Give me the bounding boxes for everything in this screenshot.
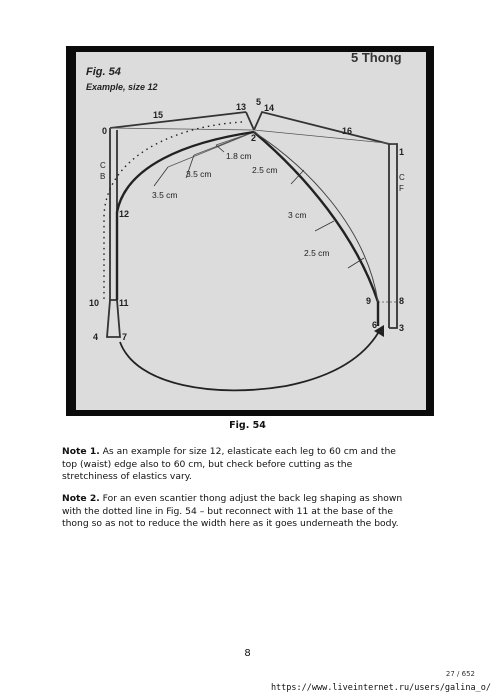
point-label-8: 8 — [399, 296, 405, 306]
figure-photo — [66, 46, 434, 416]
point-label-5: 5 — [256, 97, 262, 107]
point-label-2: 2 — [251, 133, 257, 143]
note-2-line-2: with the dotted line in Fig. 54 – but reconnect with 11 at the base of the — [62, 505, 394, 517]
point-label-7: 7 — [122, 332, 128, 342]
measurement-1-8: 1.8 cm — [226, 151, 252, 161]
point-label-14: 14 — [264, 103, 275, 113]
corner-text: 5 Thong — [351, 50, 402, 65]
pager: 27 / 652 — [445, 670, 475, 678]
point-label-1: 1 — [399, 147, 405, 157]
point-label-15: 15 — [153, 110, 164, 120]
figure-subtitle: Example, size 12 — [86, 82, 158, 92]
cf-label-c: C — [399, 173, 405, 182]
point-label-16: 16 — [342, 126, 353, 136]
measurement-2-5-a: 2.5 cm — [252, 165, 278, 175]
note-1 — [62, 446, 438, 484]
measurement-3-5-b: 3.5 cm — [152, 190, 178, 200]
page-number: 8 — [244, 648, 251, 659]
pattern-diagram — [66, 46, 434, 416]
point-label-11: 11 — [119, 298, 129, 308]
point-label-3: 3 — [399, 323, 405, 333]
note-2 — [62, 493, 438, 531]
point-label-13: 13 — [236, 102, 247, 112]
note-2-line-3: thong so as not to reduce the width here as it goes underneath the body. — [62, 518, 399, 530]
point-label-0: 0 — [102, 126, 108, 136]
point-label-4: 4 — [93, 332, 99, 342]
cb-label-c: C — [100, 161, 106, 170]
cb-label-b: B — [100, 172, 106, 181]
figure-caption: Fig. 54 — [229, 420, 266, 431]
note-1-line-1: As an example for size 12, elasticate each leg to 60 cm and the — [99, 446, 396, 457]
measurement-3-5-a: 3.5 cm — [186, 169, 212, 179]
figure-title: Fig. 54 — [86, 66, 121, 78]
source-url[interactable]: https://www.liveinternet.ru/users/galina_o/ — [270, 683, 491, 693]
note-2-line-1: For an even scantier thong adjust the back leg shaping as shown — [99, 493, 403, 504]
measurement-2-5-b: 2.5 cm — [304, 248, 330, 258]
cf-label-f: F — [399, 184, 404, 193]
note-1-label: Note 1. — [62, 446, 100, 457]
measurement-3: 3 cm — [288, 210, 307, 220]
point-label-6: 6 — [372, 320, 378, 330]
note-1-line-3: stretchiness of elastics vary. — [62, 471, 192, 483]
point-label-9: 9 — [366, 296, 372, 306]
note-1-line-2: top (waist) edge also to 60 cm, but check before cutting as the — [62, 458, 353, 470]
point-label-12: 12 — [119, 209, 130, 219]
point-label-10: 10 — [89, 298, 100, 308]
note-2-label: Note 2. — [62, 493, 100, 504]
